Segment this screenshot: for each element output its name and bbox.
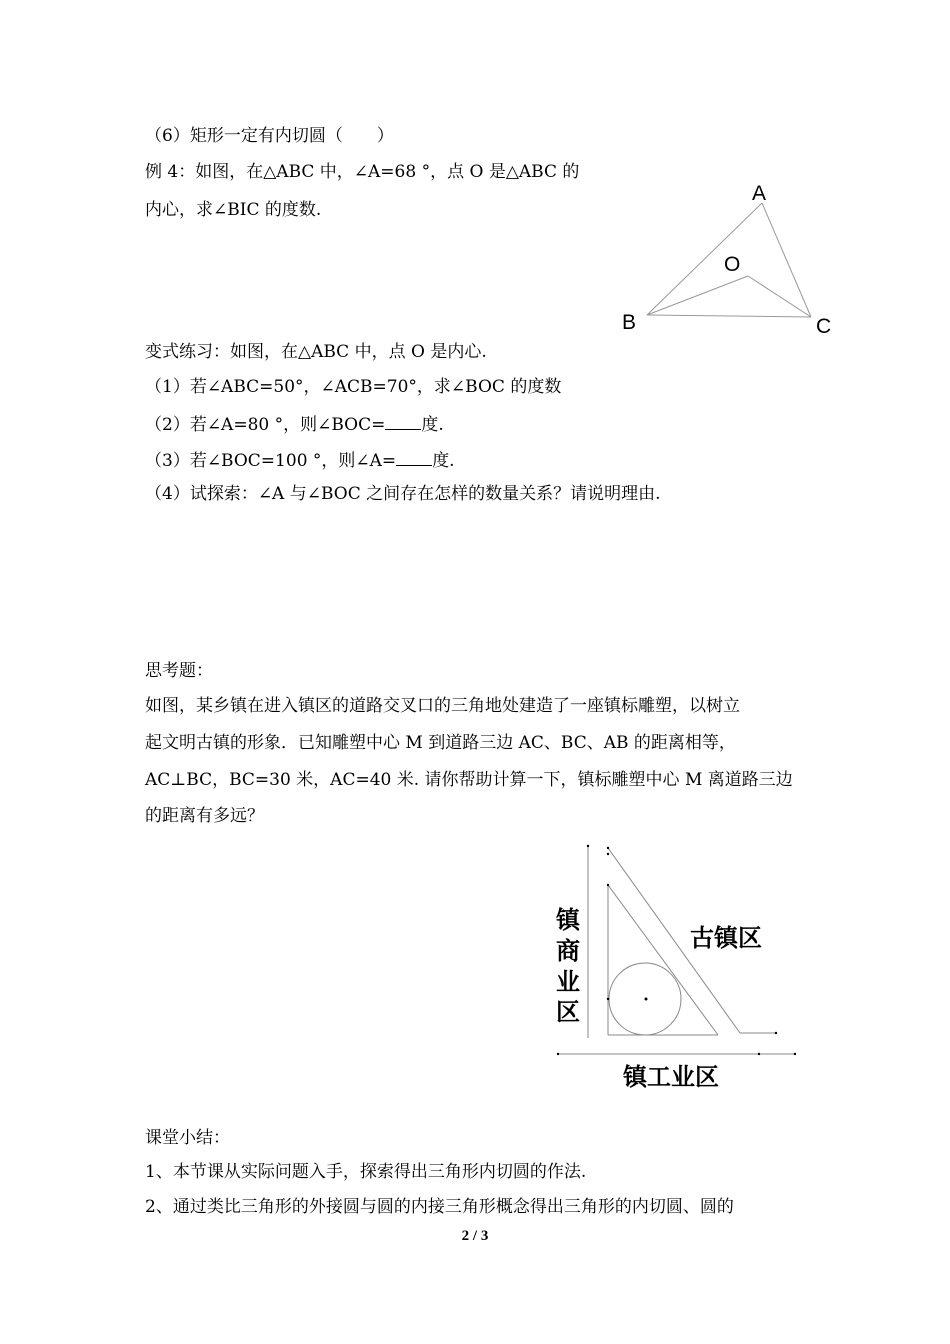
- marker-dot: [758, 1053, 760, 1055]
- variant-1: （1）若∠ABC=50°，∠ACB=70°，求∠BOC 的度数: [145, 377, 562, 397]
- marker-dot: [607, 847, 609, 849]
- segment-co: [748, 276, 811, 317]
- marker-dot: [607, 884, 609, 886]
- variant-2-text: （2）若∠A=80 °，则∠BOC=: [145, 415, 386, 435]
- commercial-zone-char-2: 商: [556, 937, 580, 965]
- variant-2: [145, 413, 444, 435]
- think-line-3: AC⊥BC，BC=30 米，AC=40 米. 请你帮助计算一下，镇标雕塑中心 M 离道路三边: [145, 770, 793, 790]
- side-ab: [647, 203, 762, 315]
- vertex-a-label: A: [752, 182, 767, 205]
- example-4-line-1: 例 4：如图，在△ABC 中，∠A=68 °，点 O 是△ABC 的: [145, 162, 580, 182]
- answer-blank-3[interactable]: [396, 449, 432, 466]
- think-line-1: 如图，某乡镇在进入镇区的道路交叉口的三角地处建造了一座镇标雕塑，以树立: [145, 696, 740, 716]
- triangle-abc-figure: [600, 175, 850, 345]
- think-title: 思考题：: [145, 661, 213, 681]
- old-town-zone-label: 古镇区: [690, 924, 762, 952]
- question-6: （6）矩形一定有内切圆（ ）: [145, 126, 394, 146]
- industrial-zone-label: 镇工业区: [623, 1063, 719, 1091]
- center-m-dot: [645, 998, 648, 1001]
- marker-dot: [607, 853, 609, 855]
- side-bc: [647, 315, 811, 317]
- marker-dot: [557, 1053, 559, 1055]
- vertex-b-label: B: [622, 311, 637, 334]
- page-number: 2 / 3: [461, 1228, 489, 1244]
- commercial-zone-char-3: 业: [556, 968, 580, 996]
- example-4-line-2: 内心，求∠BIC 的度数.: [145, 200, 322, 220]
- inner-ab: [608, 885, 718, 1035]
- summary-title: 课堂小结：: [145, 1128, 230, 1148]
- variant-title: 变式练习：如图，在△ABC 中，点 O 是内心.: [145, 342, 487, 362]
- commercial-zone-char-4: 区: [556, 998, 580, 1026]
- segment-bo: [647, 276, 748, 315]
- think-line-2: 起文明古镇的形象．已知雕塑中心 M 到道路三边 AC、BC、AB 的距离相等，: [145, 733, 736, 753]
- marker-dot: [607, 998, 609, 1000]
- variant-3-text: （3）若∠BOC=100 °，则∠A=: [145, 451, 397, 471]
- think-line-4: 的距离有多远？: [145, 806, 264, 826]
- variant-2-unit: 度.: [421, 415, 444, 435]
- side-ac: [762, 203, 811, 317]
- summary-2: 2、通过类比三角形的外接圆与圆的内接三角形概念得出三角形的内切圆、圆的: [145, 1197, 734, 1217]
- variant-3: [145, 449, 455, 471]
- point-o-label: O: [724, 253, 741, 276]
- town-map-figure: [540, 840, 810, 1100]
- marker-dot: [587, 845, 589, 847]
- answer-blank-2[interactable]: [385, 413, 421, 430]
- marker-dot: [775, 1032, 777, 1034]
- marker-dot: [794, 1053, 796, 1055]
- variant-3-unit: 度.: [432, 451, 455, 471]
- summary-1: 1、本节课从实际问题入手，探索得出三角形内切圆的作法.: [145, 1162, 587, 1182]
- vertex-c-label: C: [816, 315, 832, 338]
- commercial-zone-char-1: 镇: [556, 906, 580, 934]
- variant-4: （4）试探索：∠A 与∠BOC 之间存在怎样的数量关系？请说明理由.: [145, 484, 661, 504]
